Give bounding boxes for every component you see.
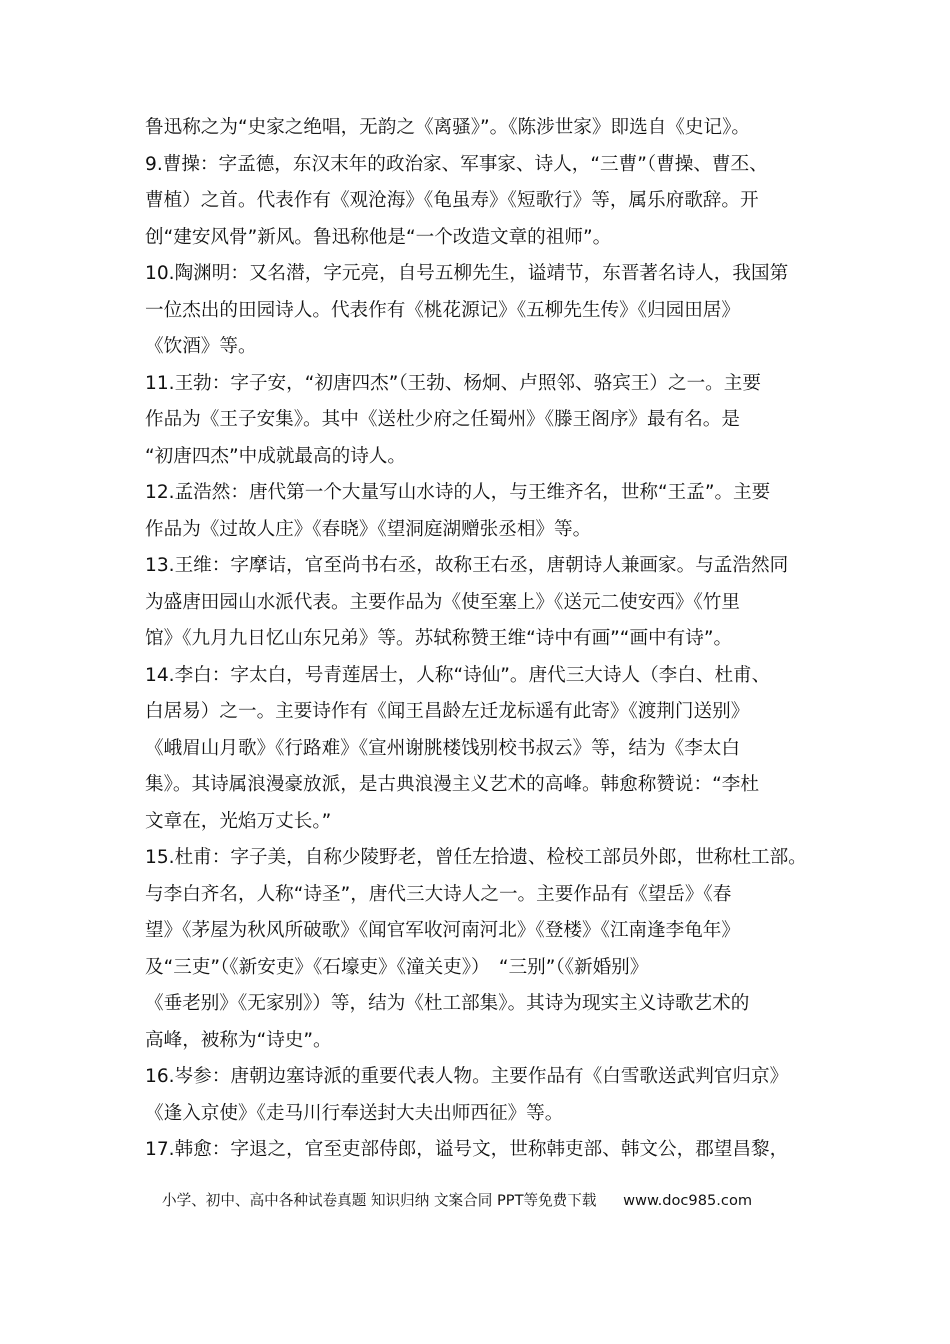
text-line: 高峰，被称为“诗史”。 xyxy=(145,1029,332,1051)
text-line: 《逢入京使》《走马川行奉送封大夫出师西征》等。 xyxy=(145,1102,564,1124)
text-line: 及“三吏”（《新安吏》《石壕吏》《潼关吏》） “三别”（《新婚别》 xyxy=(145,956,649,978)
text-line: 作品为《过故人庄》《春晓》《望洞庭湖赠张丞相》等。 xyxy=(145,518,592,540)
text-line: “初唐四杰”中成就最高的诗人。 xyxy=(145,445,406,467)
text-line: 《峨眉山月歌》《行路难》《宣州谢朓楼饯别校书叔云》等，结为《李太白 xyxy=(145,737,740,759)
text-line: 11.王勃：字子安，“初唐四杰”（王勃、杨炯、卢照邻、骆宾王）之一。主要 xyxy=(145,372,761,394)
text-line: 15.杜甫：字子美，自称少陵野老，曾任左拾遗、检校工部员外郎，世称杜工部。 xyxy=(145,847,807,868)
text-line: 作品为《王子安集》。其中《送杜少府之任蜀州》《滕王阁序》最有名。是 xyxy=(145,409,740,430)
footer-text: 小学、初中、高中各种试卷真题 知识归纳 文案合同 PPT等免费下载 xyxy=(162,1192,597,1209)
text-line: 10.陶渊明：又名潜，字元亮，自号五柳先生，谥靖节，东晋著名诗人，我国第 xyxy=(145,263,789,284)
text-line: 曹植）之首。代表作有《观沧海》《龟虽寿》《短歌行》等，属乐府歌辞。开 xyxy=(145,190,759,211)
footer-url-link[interactable]: www.doc985.com xyxy=(623,1192,753,1209)
text-line: 14.李白：字太白，号青莲居士，人称“诗仙”。唐代三大诗人（李白、杜甫、 xyxy=(145,664,771,686)
text-line: 馆》《九月九日忆山东兄弟》等。苏轼称赞王维“诗中有画”“画中有诗”。 xyxy=(145,628,733,649)
text-line: 13.王维：字摩诘，官至尚书右丞，故称王右丞，唐朝诗人兼画家。与孟浩然同 xyxy=(145,555,789,576)
text-line: 《垂老别》《无家别》）等，结为《杜工部集》。其诗为现实主义诗歌艺术的 xyxy=(145,993,750,1014)
text-line: 望》《茅屋为秋风所破歌》《闻官军收河南河北》《登楼》《江南逢李龟年》 xyxy=(145,920,740,941)
text-line: 12.孟浩然：唐代第一个大量写山水诗的人，与王维齐名，世称“王孟”。主要 xyxy=(145,482,771,503)
text-line: 《饮酒》等。 xyxy=(145,336,257,357)
text-line: 为盛唐田园山水派代表。主要作品为《使至塞上》《送元二使安西》《竹里 xyxy=(145,591,740,613)
text-line: 9.曹操：字孟德，东汉末年的政治家、军事家、诗人，“三曹”（曹操、曹丕、 xyxy=(145,153,768,175)
document-body xyxy=(145,110,810,1169)
text-line: 与李白齐名，人称“诗圣”，唐代三大诗人之一。主要作品有《望岳》《春 xyxy=(145,883,732,905)
text-line: 一位杰出的田园诗人。代表作有《桃花源记》《五柳先生传》《归园田居》 xyxy=(145,299,740,321)
text-line: 鲁迅称之为“史家之绝唱，无韵之《离骚》”。《陈涉世家》即选自《史记》。 xyxy=(145,117,750,138)
text-line: 文章在，光焰万丈长。” xyxy=(145,810,332,832)
text-line: 创“建安风骨”新风。鲁迅称他是“一个改造文章的祖师”。 xyxy=(145,226,612,248)
text-line: 白居易）之一。主要诗作有《闻王昌龄左迁龙标遥有此寄》《渡荆门送别》 xyxy=(145,701,750,722)
page-footer xyxy=(162,1190,802,1212)
text-line: 集》。其诗属浪漫豪放派，是古典浪漫主义艺术的高峰。韩愈称赞说：“李杜 xyxy=(145,774,759,795)
text-line: 17.韩愈：字退之，官至吏部侍郎，谥号文，世称韩吏部、韩文公，郡望昌黎， xyxy=(145,1139,789,1160)
text-line: 16.岑参：唐朝边塞诗派的重要代表人物。主要作品有《白雪歌送武判官归京》 xyxy=(145,1066,789,1087)
